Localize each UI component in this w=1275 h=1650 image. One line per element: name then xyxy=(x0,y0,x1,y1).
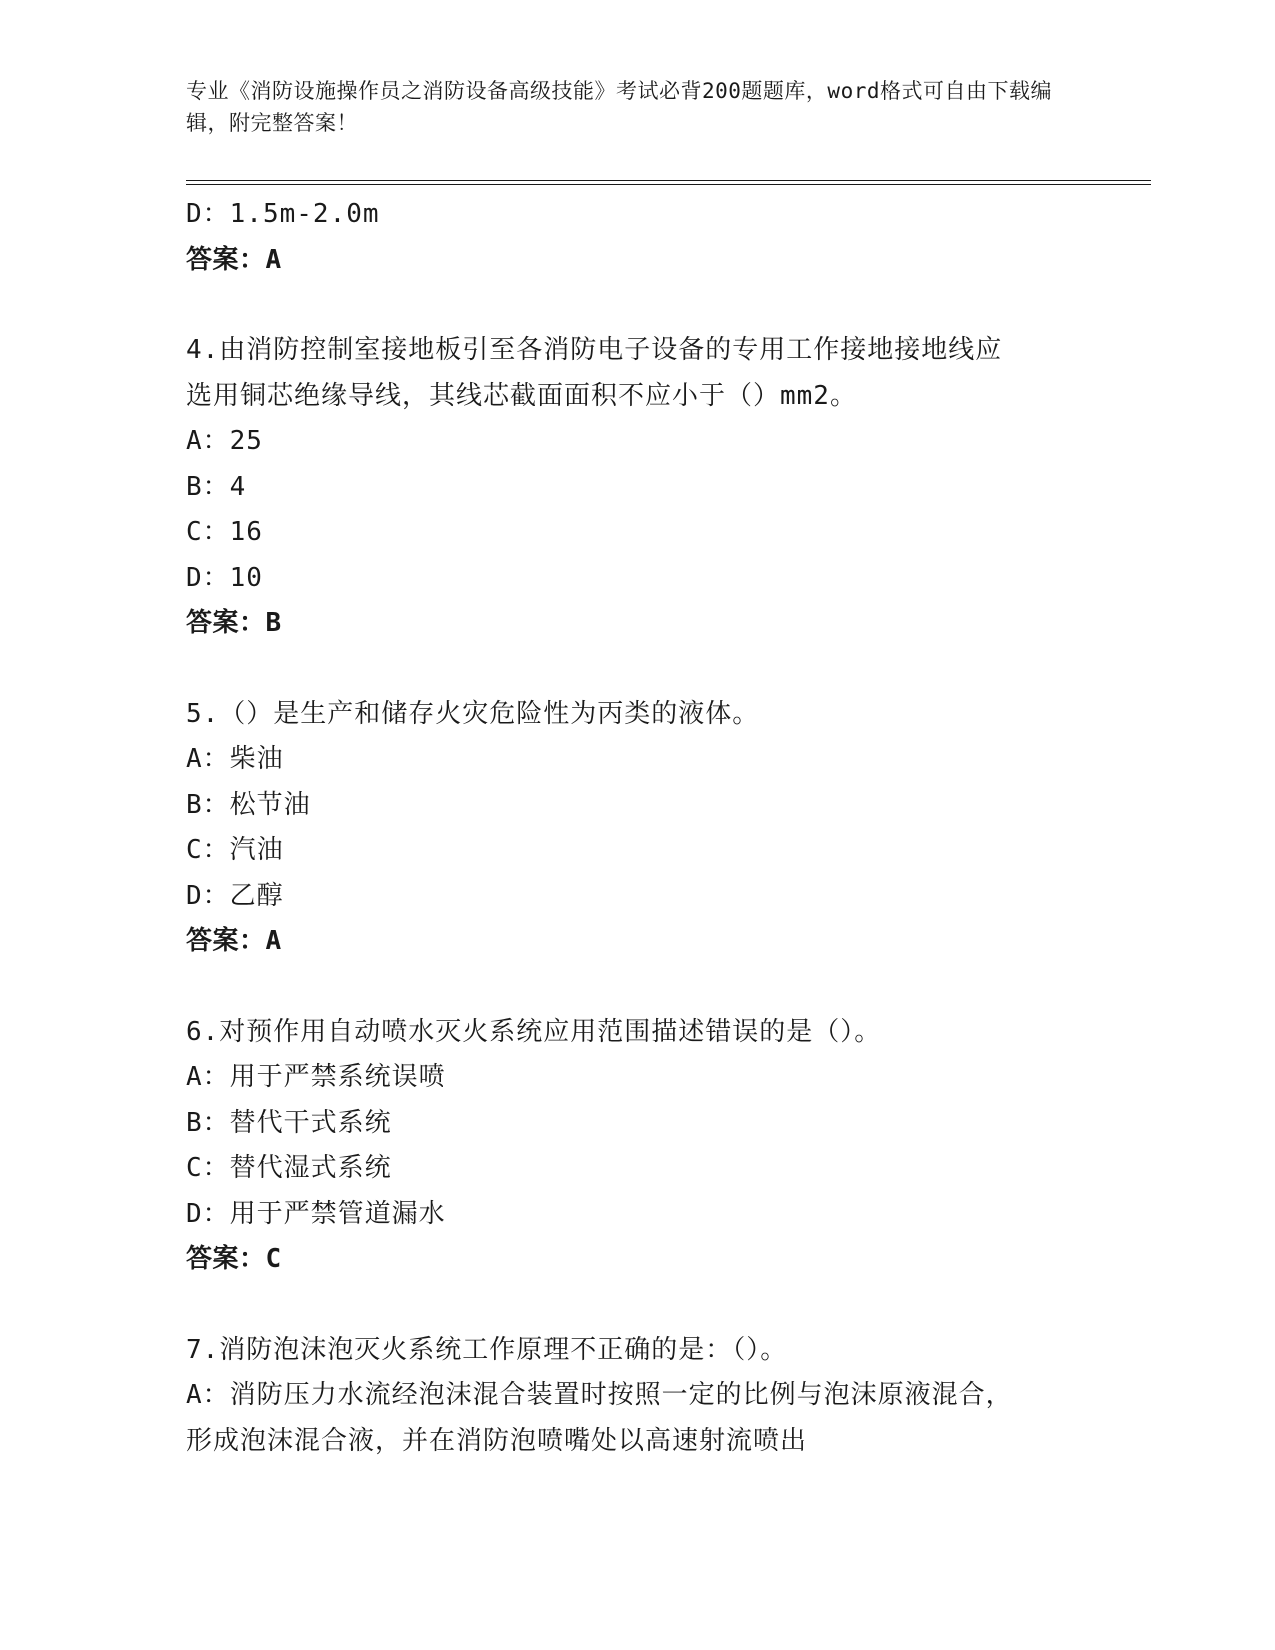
option-c: C：汽油 xyxy=(186,835,284,865)
question-stem: 4.由消防控制室接地板引至各消防电子设备的专用工作接地接地线应 xyxy=(186,335,1003,365)
option-d: D：用于严禁管道漏水 xyxy=(186,1198,446,1229)
header-divider-top xyxy=(186,180,1151,181)
question-stem: 6.对预作用自动喷水灭火系统应用范围描述错误的是（）。 xyxy=(186,1016,882,1047)
option-d: D：乙醇 xyxy=(186,880,284,911)
option-b: B：替代干式系统 xyxy=(186,1107,392,1138)
option-a-continued: 形成泡沫混合液，并在消防泡喷嘴处以高速射流喷出 xyxy=(186,1425,808,1456)
option-b: B：松节油 xyxy=(186,789,311,820)
answer: 答案：C xyxy=(186,1244,282,1274)
question-stem: 5.（）是生产和储存火灾危险性为丙类的液体。 xyxy=(186,698,760,729)
document-body xyxy=(186,192,1126,1464)
option-a: A：25 xyxy=(186,426,263,456)
option-d: D：10 xyxy=(186,562,263,593)
document-header: 专业《消防设施操作员之消防设备高级技能》考试必背200题题库，word格式可自由下载编辑，附完整答案！ xyxy=(186,79,1052,135)
question-stem-continued: 选用铜芯绝缘导线，其线芯截面面积不应小于（）mm2。 xyxy=(186,380,857,411)
header-divider-bottom xyxy=(186,184,1151,185)
answer: 答案：A xyxy=(186,244,282,275)
option-a: A：柴油 xyxy=(186,744,284,774)
option-a: A：消防压力水流经泡沫混合装置时按照一定的比例与泡沫原液混合， xyxy=(186,1380,1013,1410)
option-b: B：4 xyxy=(186,471,247,502)
option-c: C：16 xyxy=(186,517,263,547)
option-d: D：1.5m-2.0m xyxy=(186,199,380,229)
option-a: A：用于严禁系统误喷 xyxy=(186,1062,446,1092)
answer: 答案：A xyxy=(186,926,282,956)
option-c: C：替代湿式系统 xyxy=(186,1153,392,1183)
answer: 答案：B xyxy=(186,608,282,638)
question-stem: 7.消防泡沫泡灭火系统工作原理不正确的是：（）。 xyxy=(186,1334,788,1365)
